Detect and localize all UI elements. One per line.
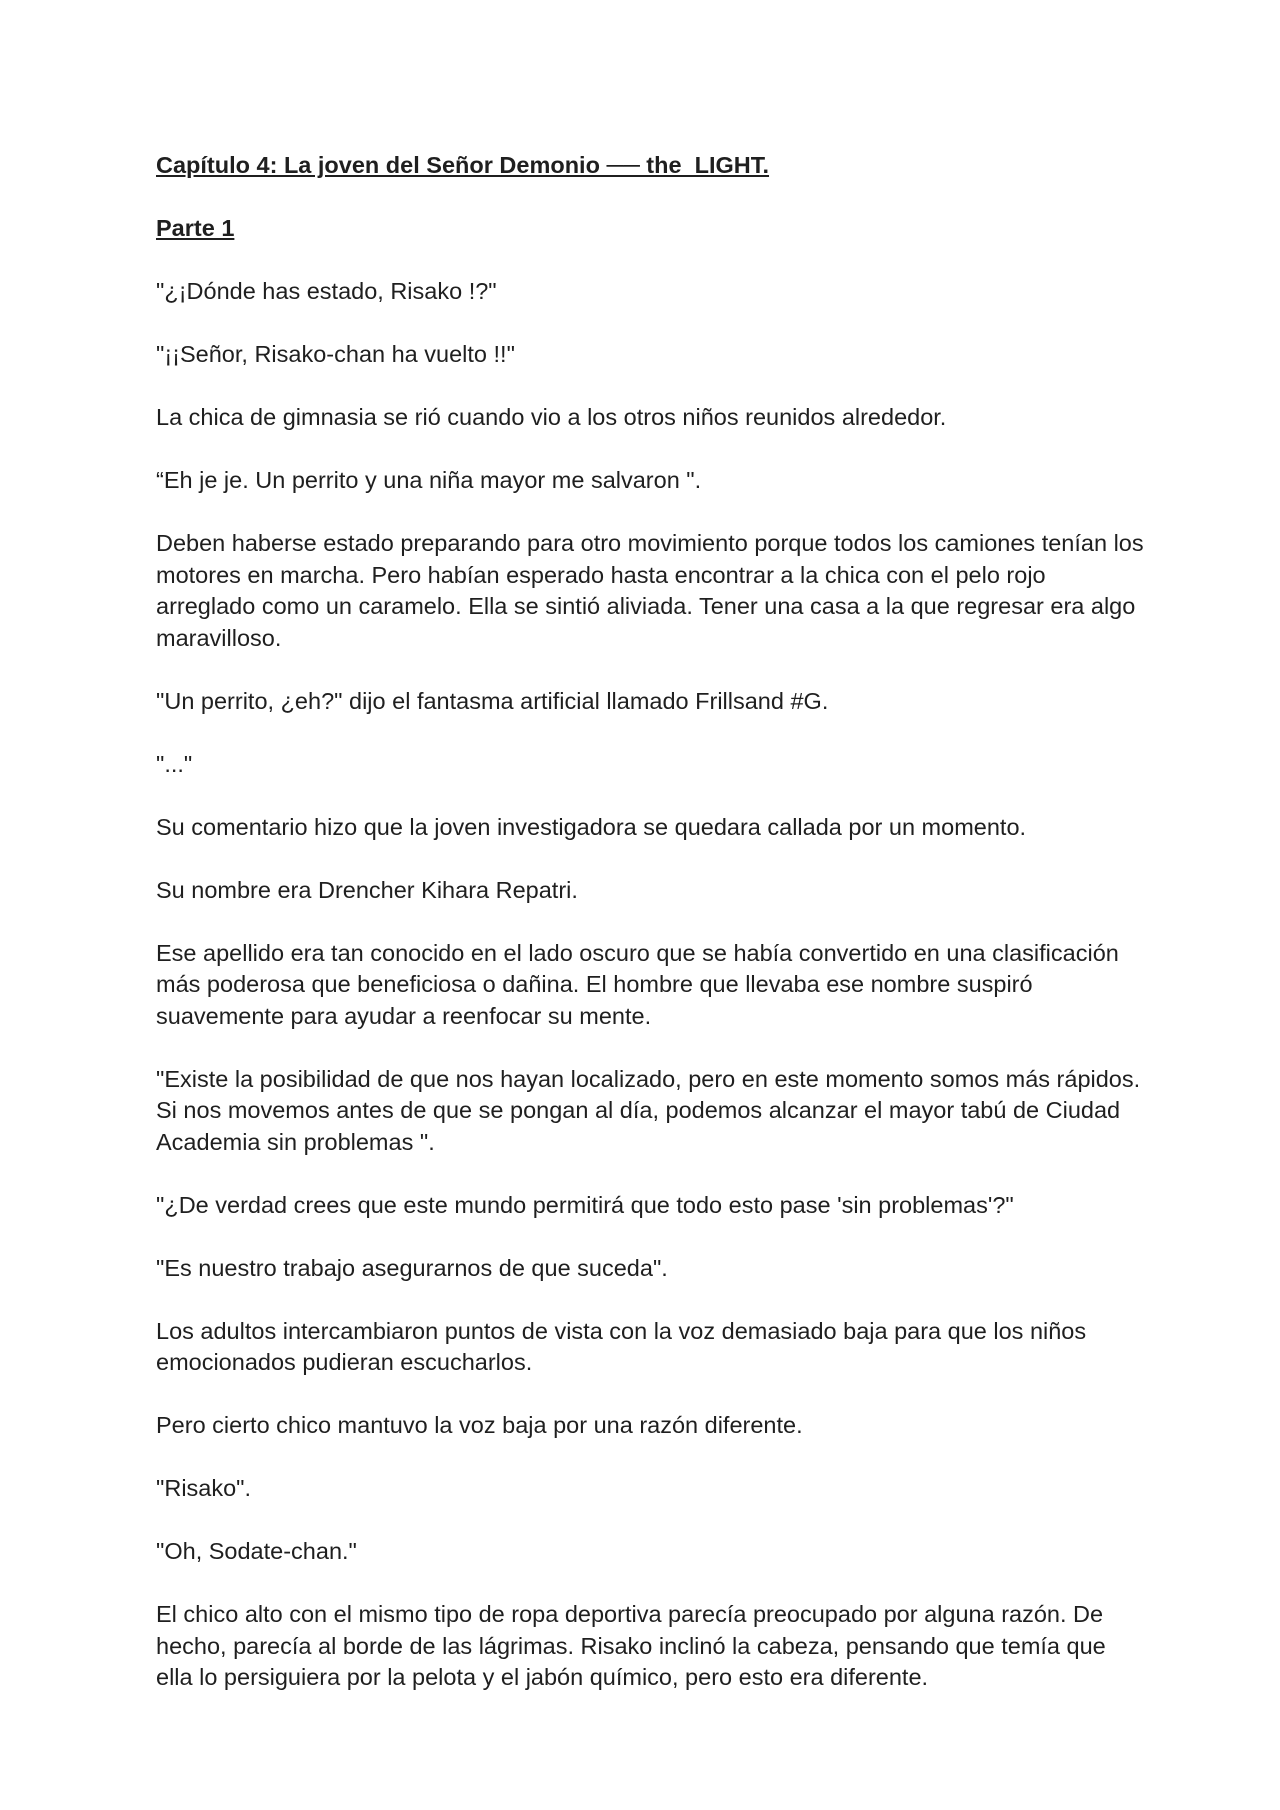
paragraph: "¿¡Dónde has estado, Risako !?" — [156, 278, 497, 304]
paragraph: Pero cierto chico mantuvo la voz baja por una razón diferente. — [156, 1412, 803, 1438]
chapter-title: Capítulo 4: La joven del Señor Demonio ── the_LIGHT. — [156, 152, 770, 178]
part-title: Parte 1 — [156, 215, 235, 241]
paragraph: Su comentario hizo que la joven investigadora se quedara callada por un momento. — [156, 813, 1027, 840]
paragraph: Ese apellido era tan conocido en el lado oscuro que se había convertido en una clasificación más poderosa que beneficiosa o dañina. El hombre que llevaba ese nombre suspiró suavemente para ayudar a reenfocar su mente. — [156, 939, 1119, 1029]
paragraph: Su nombre era Drencher Kihara Repatri. — [156, 876, 578, 903]
paragraph: "¿De verdad crees que este mundo permitirá que todo esto pase 'sin problemas'?" — [156, 1191, 1014, 1218]
paragraph: Deben haberse estado preparando para otro movimiento porque todos los camiones tenían los motores en marcha. Pero habían esperado hasta encontrar a la chica con el pelo rojo arreglado como un caramelo. Ella se sintió aliviada. Tener una casa a la que regresar era algo maravilloso. — [156, 530, 1144, 651]
paragraph: La chica de gimnasia se rió cuando vio a los otros niños reunidos alrededor. — [156, 404, 947, 430]
paragraph: Los adultos intercambiaron puntos de vista con la voz demasiado baja para que los niños emocionados pudieran escucharlos. — [156, 1317, 1087, 1375]
paragraph: "¡¡Señor, Risako-chan ha vuelto !!" — [156, 341, 515, 367]
paragraph: El chico alto con el mismo tipo de ropa deportiva parecía preocupado por alguna razón. De hecho, parecía al borde de las lágrimas. Risako inclinó la cabeza, pensando que temía que ella lo persiguiera por la pelota y el jabón químico, pero esto era diferente. — [156, 1601, 1106, 1690]
paragraph: “Eh je je. Un perrito y una niña mayor me salvaron ". — [156, 467, 702, 493]
paragraph: "..." — [156, 750, 193, 777]
document-body — [156, 150, 1146, 1725]
paragraph: "Es nuestro trabajo asegurarnos de que suceda". — [156, 1254, 668, 1281]
paragraph: "Oh, Sodate-chan." — [156, 1538, 357, 1564]
paragraph: "Un perrito, ¿eh?" dijo el fantasma artificial llamado Frillsand #G. — [156, 687, 829, 714]
paragraph: "Existe la posibilidad de que nos hayan localizado, pero en este momento somos más rápidos. Si nos movemos antes de que se pongan al día, podemos alcanzar el mayor tabú de Ciudad Academia sin problemas ". — [156, 1065, 1141, 1155]
paragraph: "Risako". — [156, 1475, 252, 1501]
